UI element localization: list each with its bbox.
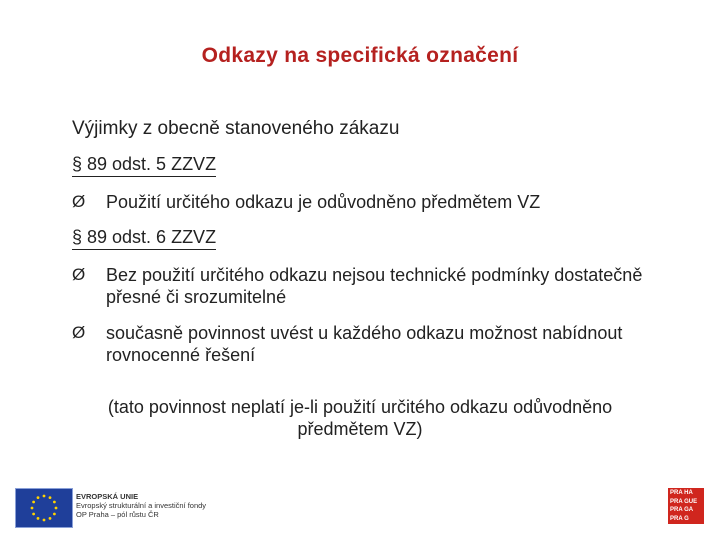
- arrow-bullet-icon: Ø: [72, 192, 86, 211]
- bullet-text: Použití určitého odkazu je odůvodněno předmětem VZ: [106, 192, 541, 212]
- eu-flag-icon: [15, 488, 73, 528]
- arrow-bullet-icon: Ø: [72, 265, 86, 284]
- section-heading: Výjimky z obecně stanoveného zákazu: [72, 118, 400, 139]
- law-reference-1: § 89 odst. 5 ZZVZ: [72, 154, 216, 177]
- arrow-bullet-icon: Ø: [72, 323, 86, 342]
- note-text: (tato povinnost neplatí je-li použití určitého odkazu odůvodněno předmětem VZ): [107, 397, 613, 439]
- bullet-item: [72, 322, 672, 366]
- eu-funding-text: EVROPSKÁ UNIE Evropský strukturální a investiční fondy OP Praha – pól růstu ČR: [76, 492, 207, 519]
- slide-title: Odkazy na specifická označení: [201, 44, 519, 67]
- slide-content: [72, 118, 672, 380]
- bullet-item: [72, 264, 672, 308]
- law-reference-2: § 89 odst. 6 ZZVZ: [72, 227, 216, 250]
- bullet-text: Bez použití určitého odkazu nejsou technické podmínky dostatečně přesné či srozumitelné: [106, 265, 643, 307]
- bullet-item: [72, 191, 672, 213]
- bullet-text: současně povinnost uvést u každého odkazu možnost nabídnout rovnocenné řešení: [106, 323, 623, 365]
- praha-logo-icon: PRA HA PRA GUE PRA GA PRA G: [668, 488, 704, 524]
